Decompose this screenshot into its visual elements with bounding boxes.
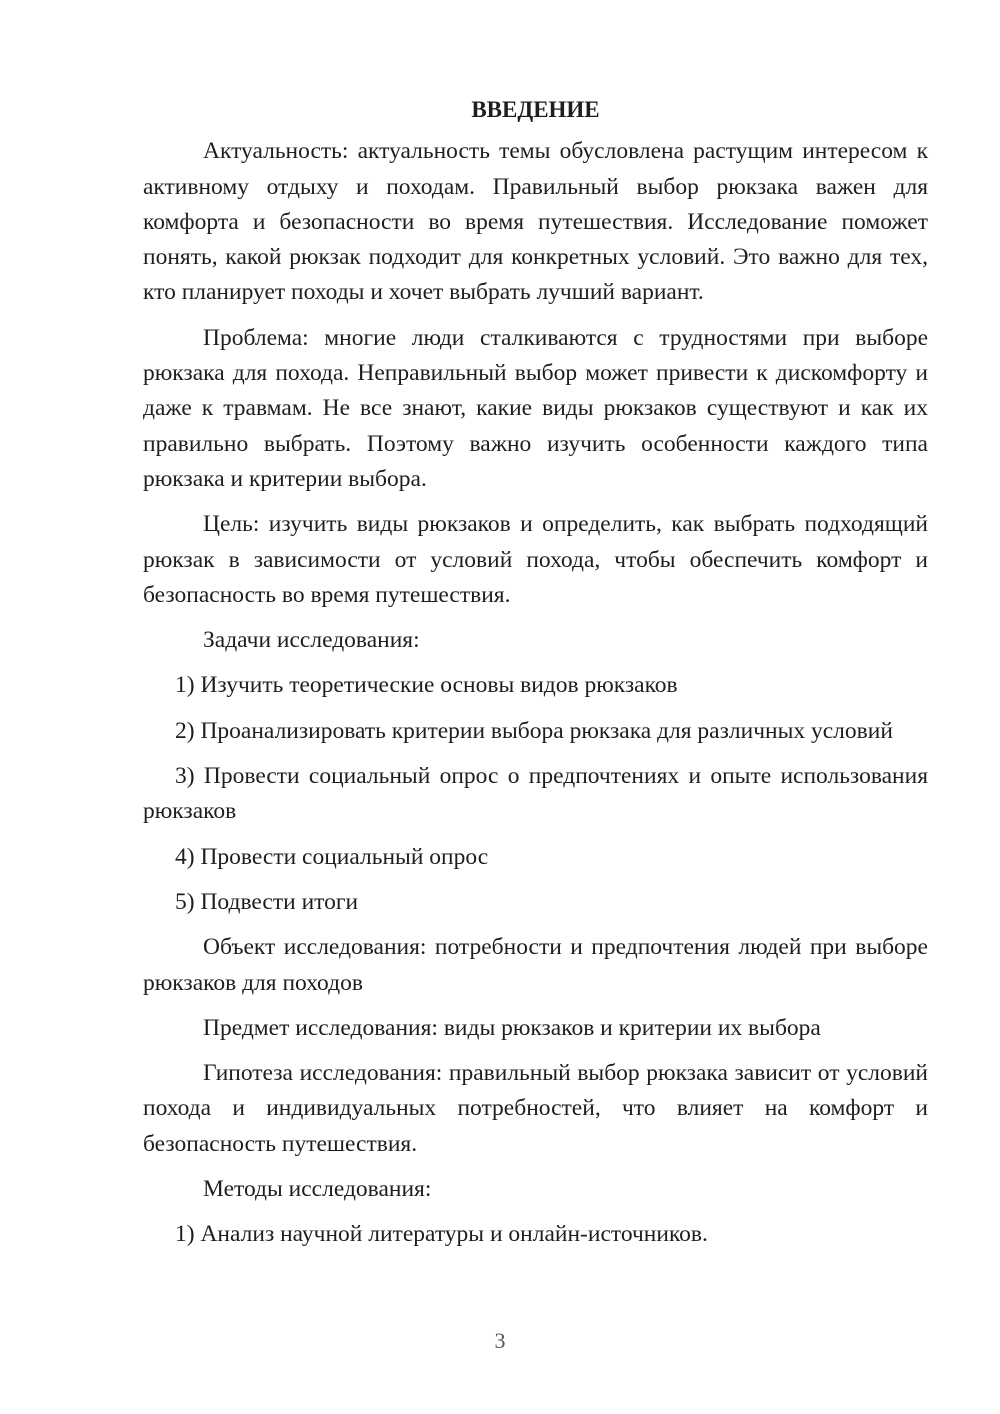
hypothesis-paragraph: Гипотеза исследования: правильный выбор рюкзака зависит от условий похода и индивидуальных потребностей, что влияет на комфорт и безопасность путешествия. bbox=[143, 1060, 928, 1157]
method-item-1: 1) Анализ научной литературы и онлайн-источников. bbox=[175, 1221, 708, 1248]
task-item-3: 3) Провести социальный опрос о предпочтениях и опыте использования рюкзаков bbox=[143, 763, 928, 825]
subject-paragraph: Предмет исследования: виды рюкзаков и критерии их выбора bbox=[203, 1014, 821, 1041]
section-title: ВВЕДЕНИЕ bbox=[471, 97, 600, 122]
tasks-heading: Задачи исследования: bbox=[203, 627, 420, 654]
problem-paragraph: Проблема: многие люди сталкиваются с трудностями при выборе рюкзака для похода. Неправильный выбор может привести к дискомфорту и даже к травмам. Не все знают, какие виды рюкзаков существуют и как их правильно выбрать. Поэтому важно изучить особенности каждого типа рюкзака и критерии выбора. bbox=[143, 324, 928, 492]
task-item-1: 1) Изучить теоретические основы видов рюкзаков bbox=[175, 672, 678, 699]
object-paragraph: Объект исследования: потребности и предпочтения людей при выборе рюкзаков для походов bbox=[143, 934, 928, 996]
task-item-4: 4) Провести социальный опрос bbox=[175, 843, 489, 870]
goal-paragraph: Цель: изучить виды рюкзаков и определить, как выбрать подходящий рюкзак в зависимости от условий похода, чтобы обеспечить комфорт и безопасность во время путешествия. bbox=[143, 511, 928, 608]
task-item-5: 5) Подвести итоги bbox=[175, 888, 359, 915]
methods-heading: Методы исследования: bbox=[203, 1176, 432, 1203]
page-number: 3 bbox=[494, 1328, 506, 1353]
task-item-2: 2) Проанализировать критерии выбора рюкзака для различных условий bbox=[175, 717, 893, 744]
relevance-paragraph: Актуальность: актуальность темы обусловлена растущим интересом к активному отдыху и походам. Правильный выбор рюкзака важен для комфорта и безопасности во время путешествия. Исследование поможет понять, какой рюкзак подходит для конкретных условий. Это важно для тех, кто планирует походы и хочет выбрать лучший вариант. bbox=[143, 138, 928, 306]
page-content bbox=[143, 92, 928, 1263]
